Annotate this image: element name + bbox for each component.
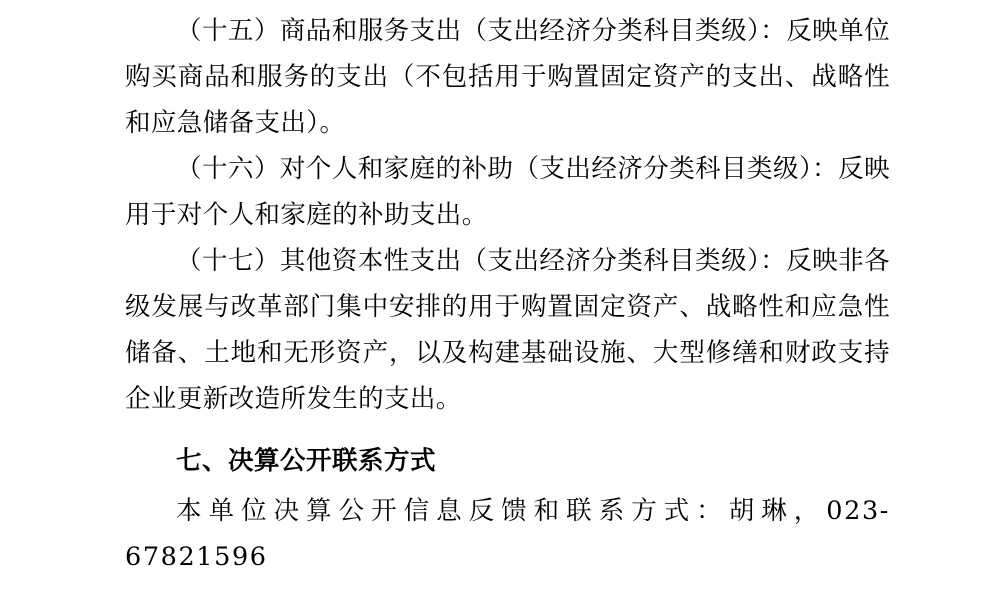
paragraph-item-15: （十五）商品和服务支出（支出经济分类科目类级）：反映单位购买商品和服务的支出（不包括用于购置固定资产的支出、战略性和应急储备支出）。 [125,16,890,138]
paragraph-item-16: （十六）对个人和家庭的补助（支出经济分类科目类级）：反映用于对个人和家庭的补助支出。 [125,154,890,230]
paragraph-item-17: （十七）其他资本性支出（支出经济分类科目类级）：反映非各级发展与改革部门集中安排的用于购置固定资产、战略性和应急性储备、土地和无形资产，以及构建基础设施、大型修缮和财政支持企业更新改造所发生的支出。 [125,246,890,414]
section-heading-contact: 七、决算公开联系方式 [176,446,437,476]
paragraph-contact-info: 本单位决算公开信息反馈和联系方式：胡琳，023-67821596 [125,496,890,572]
